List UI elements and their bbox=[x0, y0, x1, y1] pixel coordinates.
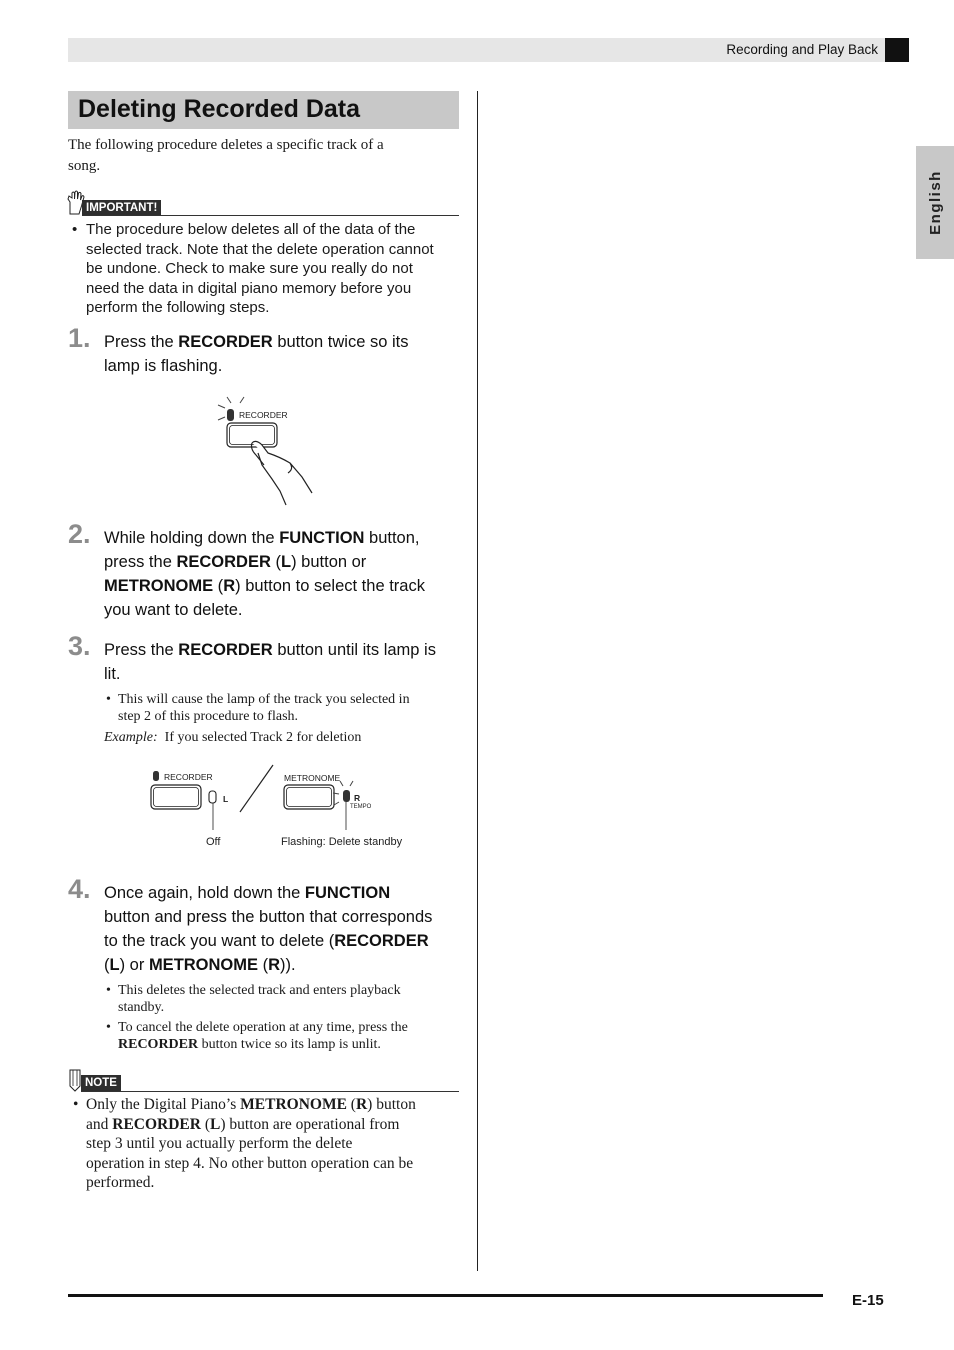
step-4-text: Once again, hold down the FUNCTION button and press the button that corresponds to the track you want to delete (RECORDER (L) or METRONOME (R)). bbox=[104, 884, 433, 974]
note-badge: NOTE bbox=[81, 1075, 121, 1091]
important-line: The procedure below deletes all of the data of the bbox=[86, 221, 416, 238]
intro-line: The following procedure deletes a specific track of a bbox=[68, 137, 384, 153]
step-3-sub-bullet: • bbox=[106, 692, 111, 707]
step-4-sub-text-b: To cancel the delete operation at any time, press the RECORDER button twice so its lamp is unlit. bbox=[118, 1020, 408, 1052]
step-3-sub-text: This will cause the lamp of the track you selected in step 2 of this procedure to flash. bbox=[118, 692, 410, 724]
important-bullet-marker: • bbox=[72, 221, 78, 238]
step-1-number: 1. bbox=[68, 323, 91, 353]
step-2-text: While holding down the FUNCTION button, press the RECORDER (L) button or METRONOME (R) button to select the track you want to delete. bbox=[104, 529, 425, 619]
step-4-sub-bullet: • bbox=[106, 1020, 111, 1035]
intro-line: song. bbox=[68, 158, 101, 174]
step-4-sub-text-a: This deletes the selected track and enters playback standby. bbox=[118, 983, 401, 1015]
note-bullet-marker: • bbox=[73, 1096, 79, 1113]
language-side-tab bbox=[916, 146, 954, 259]
figure2-metronome-label: METRONOME bbox=[284, 773, 341, 783]
note-text: Only the Digital Piano’s METRONOME (R) button and RECORDER (L) button are operational from step 3 until you actually perform the delete operation in step 4. No other button operation can be performed. bbox=[86, 1096, 416, 1191]
figure2-r-label: R bbox=[354, 793, 361, 803]
header-section-title: Recording and Play Back bbox=[726, 42, 878, 57]
figure2-flashing-caption: Flashing: Delete standby bbox=[281, 836, 403, 848]
step-3-number: 3. bbox=[68, 631, 91, 661]
note-rule bbox=[81, 1091, 459, 1092]
column-divider bbox=[477, 91, 478, 1271]
figure2-recorder-label: RECORDER bbox=[164, 772, 213, 782]
figure1-recorder-label: RECORDER bbox=[239, 410, 288, 420]
figure2-off-caption: Off bbox=[206, 836, 221, 848]
step-4-number: 4. bbox=[68, 874, 91, 904]
important-badge: IMPORTANT! bbox=[82, 200, 161, 216]
header-marker-block bbox=[885, 38, 909, 62]
step-3-example: Example: If you selected Track 2 for deletion bbox=[104, 730, 362, 745]
step-1-text: Press the RECORDER button twice so its lamp is flashing. bbox=[104, 333, 409, 375]
language-tab-label: English bbox=[926, 170, 944, 235]
footer-rule bbox=[68, 1294, 823, 1297]
step-2-number: 2. bbox=[68, 519, 91, 549]
page-number: E-15 bbox=[852, 1292, 884, 1309]
important-line: be undone. Check to make sure you really do not bbox=[86, 260, 413, 277]
section-title: Deleting Recorded Data bbox=[78, 95, 361, 123]
step-3-text: Press the RECORDER button until its lamp is lit. bbox=[104, 641, 436, 683]
step-4-sub-bullet: • bbox=[106, 983, 111, 998]
important-line: perform the following steps. bbox=[86, 299, 270, 316]
important-text bbox=[86, 220, 466, 318]
figure2-tempo-label: TEMPO bbox=[350, 804, 372, 810]
important-rule bbox=[82, 215, 459, 216]
important-line: selected track. Note that the delete operation cannot bbox=[86, 240, 434, 258]
intro-paragraph bbox=[68, 135, 384, 177]
important-line: need the data in digital piano memory before you bbox=[86, 279, 412, 297]
figure2-l-label: L bbox=[223, 794, 229, 804]
